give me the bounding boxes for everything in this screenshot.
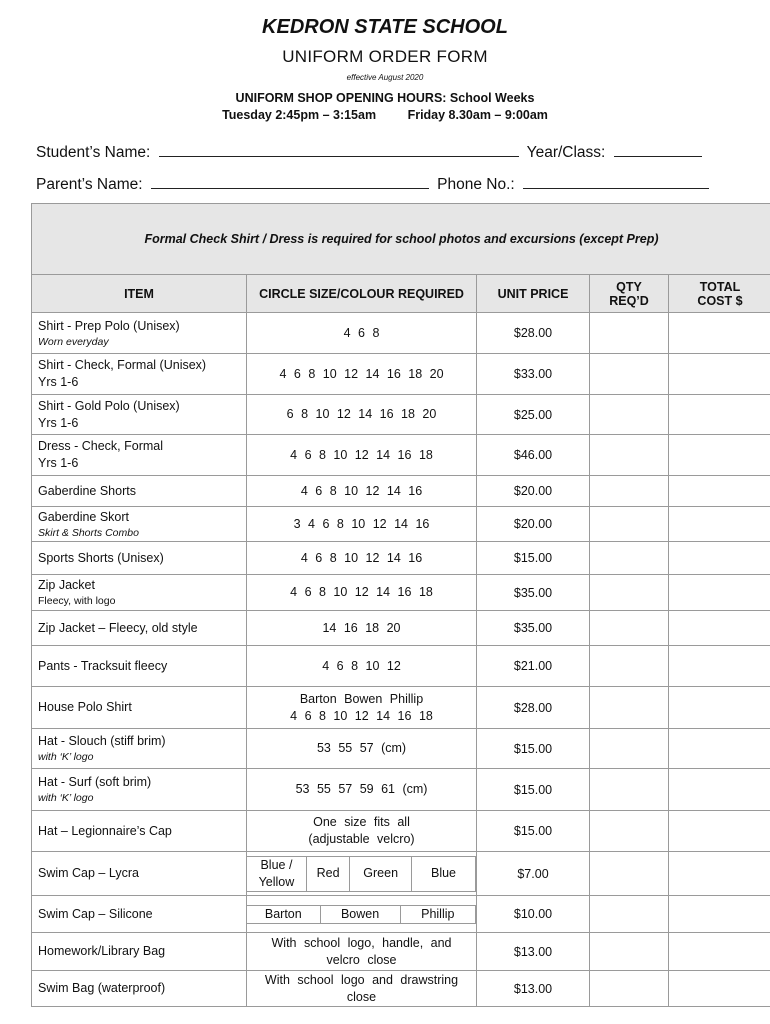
price-cell: $35.00 <box>477 611 590 646</box>
item-cell: House Polo Shirt <box>32 687 247 729</box>
sizes-cell[interactable]: 6 8 10 12 14 16 18 20 <box>247 395 477 435</box>
sizes-cell[interactable]: 53 55 57 59 61 (cm) <box>247 769 477 811</box>
option-bowen[interactable]: Bowen <box>320 905 400 923</box>
total-cell[interactable] <box>669 769 770 811</box>
total-cell[interactable] <box>669 575 770 611</box>
total-cell[interactable] <box>669 646 770 687</box>
opening-hours-heading: UNIFORM SHOP OPENING HOURS: School Weeks <box>235 91 535 105</box>
qty-cell[interactable] <box>590 611 669 646</box>
option-blue-yellow[interactable]: Blue / Yellow <box>247 856 306 891</box>
col-total: TOTAL COST $ <box>669 275 770 313</box>
table-row <box>32 435 770 476</box>
price-cell: $20.00 <box>477 507 590 542</box>
sizes-cell[interactable]: 4 6 8 10 12 14 16 <box>247 542 477 575</box>
sizes-cell[interactable]: 4 6 8 10 12 14 16 <box>247 476 477 507</box>
price-cell: $13.00 <box>477 933 590 971</box>
item-cell: Homework/Library Bag <box>32 933 247 971</box>
table-row <box>32 313 770 354</box>
table-row <box>32 507 770 542</box>
column-header-row <box>32 275 770 313</box>
item-cell: Dress - Check, Formal Yrs 1-6 <box>32 435 247 476</box>
sizes-cell[interactable]: 4 6 8 10 12 14 16 18 <box>247 435 477 476</box>
qty-cell[interactable] <box>590 687 669 729</box>
qty-cell[interactable] <box>590 354 669 395</box>
table-row <box>32 687 770 729</box>
table-row <box>32 729 770 769</box>
item-cell: Hat - Slouch (stiff brim) with ‘K’ logo <box>32 729 247 769</box>
total-cell[interactable] <box>669 687 770 729</box>
qty-cell[interactable] <box>590 933 669 971</box>
qty-cell[interactable] <box>590 507 669 542</box>
student-name-field[interactable] <box>159 142 519 157</box>
table-row <box>32 769 770 811</box>
student-line <box>36 142 720 162</box>
total-cell[interactable] <box>669 354 770 395</box>
total-cell[interactable] <box>669 435 770 476</box>
total-cell[interactable] <box>669 542 770 575</box>
sizes-cell[interactable]: Barton Bowen Phillip 4 6 8 10 12 14 16 18 <box>247 687 477 729</box>
total-cell[interactable] <box>669 896 770 933</box>
price-cell: $28.00 <box>477 313 590 354</box>
colour-options <box>247 856 476 892</box>
price-cell: $15.00 <box>477 729 590 769</box>
year-class-field[interactable] <box>614 142 702 157</box>
price-cell: $10.00 <box>477 896 590 933</box>
table-row <box>32 896 770 933</box>
item-cell: Gaberdine Shorts <box>32 476 247 507</box>
option-green[interactable]: Green <box>350 856 412 891</box>
qty-cell[interactable] <box>590 646 669 687</box>
table-row <box>32 852 770 896</box>
qty-cell[interactable] <box>590 811 669 852</box>
sizes-cell[interactable]: 4 6 8 10 12 <box>247 646 477 687</box>
item-cell: Shirt - Gold Polo (Unisex) Yrs 1-6 <box>32 395 247 435</box>
price-cell: $35.00 <box>477 575 590 611</box>
price-cell: $7.00 <box>477 852 590 896</box>
price-cell: $13.00 <box>477 971 590 1007</box>
item-cell: Shirt - Prep Polo (Unisex) Worn everyday <box>32 313 247 354</box>
total-cell[interactable] <box>669 395 770 435</box>
price-cell: $46.00 <box>477 435 590 476</box>
phone-field[interactable] <box>523 174 709 189</box>
effective-date: effective August 2020 <box>346 73 424 82</box>
item-cell: Swim Cap – Lycra <box>32 852 247 896</box>
price-cell: $33.00 <box>477 354 590 395</box>
sizes-cell: With school logo and drawstring close <box>247 971 477 1007</box>
hours-tuesday: Tuesday 2:45pm – 3:15am <box>222 108 377 122</box>
item-cell: Pants - Tracksuit fleecy <box>32 646 247 687</box>
item-cell: Gaberdine Skort Skirt & Shorts Combo <box>32 507 247 542</box>
item-cell: Hat - Surf (soft brim) with ‘K’ logo <box>32 769 247 811</box>
table-row <box>32 354 770 395</box>
house-options <box>247 905 476 924</box>
price-cell: $15.00 <box>477 811 590 852</box>
qty-cell[interactable] <box>590 852 669 896</box>
total-cell[interactable] <box>669 933 770 971</box>
table-row <box>32 395 770 435</box>
sizes-cell[interactable]: 4 6 8 10 12 14 16 18 20 <box>247 354 477 395</box>
qty-cell[interactable] <box>590 896 669 933</box>
table-row <box>32 811 770 852</box>
qty-cell[interactable] <box>590 729 669 769</box>
sizes-cell[interactable]: 53 55 57 (cm) <box>247 729 477 769</box>
total-cell[interactable] <box>669 313 770 354</box>
table-row <box>32 542 770 575</box>
notice-text: Formal Check Shirt / Dress is required for school photos and excursions (except Prep) <box>32 204 770 275</box>
total-cell[interactable] <box>669 729 770 769</box>
price-cell: $20.00 <box>477 476 590 507</box>
year-class-label: Year/Class: <box>526 144 606 161</box>
parent-line <box>36 174 720 194</box>
option-phillip[interactable]: Phillip <box>400 905 475 923</box>
qty-cell[interactable] <box>590 575 669 611</box>
qty-cell[interactable] <box>590 542 669 575</box>
sizes-cell[interactable]: 4 6 8 <box>247 313 477 354</box>
price-cell: $28.00 <box>477 687 590 729</box>
table-row <box>32 476 770 507</box>
total-cell[interactable] <box>669 811 770 852</box>
opening-hours-times <box>0 108 770 122</box>
qty-cell[interactable] <box>590 769 669 811</box>
order-table <box>31 203 770 1007</box>
school-name: KEDRON STATE SCHOOL <box>262 16 508 38</box>
total-cell[interactable] <box>669 611 770 646</box>
item-cell: Hat – Legionnaire’s Cap <box>32 811 247 852</box>
form-title: UNIFORM ORDER FORM <box>282 47 488 66</box>
qty-cell[interactable] <box>590 476 669 507</box>
qty-cell[interactable] <box>590 971 669 1007</box>
notice-row <box>32 204 770 275</box>
item-cell: Shirt - Check, Formal (Unisex) Yrs 1-6 <box>32 354 247 395</box>
sizes-cell[interactable]: 14 16 18 20 <box>247 611 477 646</box>
col-item: ITEM <box>32 275 247 313</box>
option-blue[interactable]: Blue <box>412 856 476 891</box>
item-cell: Zip Jacket Fleecy, with logo <box>32 575 247 611</box>
qty-cell[interactable] <box>590 435 669 476</box>
price-cell: $25.00 <box>477 395 590 435</box>
item-cell: Zip Jacket – Fleecy, old style <box>32 611 247 646</box>
item-cell: Sports Shorts (Unisex) <box>32 542 247 575</box>
table-row <box>32 646 770 687</box>
table-row <box>32 971 770 1007</box>
item-cell: Swim Bag (waterproof) <box>32 971 247 1007</box>
total-cell[interactable] <box>669 507 770 542</box>
qty-cell[interactable] <box>590 395 669 435</box>
col-price: UNIT PRICE <box>477 275 590 313</box>
table-row <box>32 933 770 971</box>
price-cell: $15.00 <box>477 542 590 575</box>
col-qty: QTY REQ’D <box>590 275 669 313</box>
qty-cell[interactable] <box>590 313 669 354</box>
phone-label: Phone No.: <box>437 176 515 193</box>
sizes-cell[interactable]: 4 6 8 10 12 14 16 18 <box>247 575 477 611</box>
item-cell: Swim Cap – Silicone <box>32 896 247 933</box>
sizes-cell: With school logo, handle, and velcro close <box>247 933 477 971</box>
table-row <box>32 575 770 611</box>
price-cell: $21.00 <box>477 646 590 687</box>
parent-name-field[interactable] <box>151 174 429 189</box>
parent-name-label: Parent’s Name: <box>36 176 143 193</box>
price-cell: $15.00 <box>477 769 590 811</box>
hours-friday: Friday 8.30am – 9:00am <box>407 108 548 122</box>
sizes-cell[interactable]: One size fits all (adjustable velcro) <box>247 811 477 852</box>
total-cell[interactable] <box>669 476 770 507</box>
sizes-cell[interactable]: 3 4 6 8 10 12 14 16 <box>247 507 477 542</box>
total-cell[interactable] <box>669 852 770 896</box>
colour-options-cell <box>247 852 477 896</box>
col-sizes: CIRCLE SIZE/COLOUR REQUIRED <box>247 275 477 313</box>
total-cell[interactable] <box>669 971 770 1007</box>
student-name-label: Student’s Name: <box>36 144 151 161</box>
house-options-cell <box>247 896 477 933</box>
table-row <box>32 611 770 646</box>
option-barton[interactable]: Barton <box>247 905 320 923</box>
option-red[interactable]: Red <box>306 856 349 891</box>
